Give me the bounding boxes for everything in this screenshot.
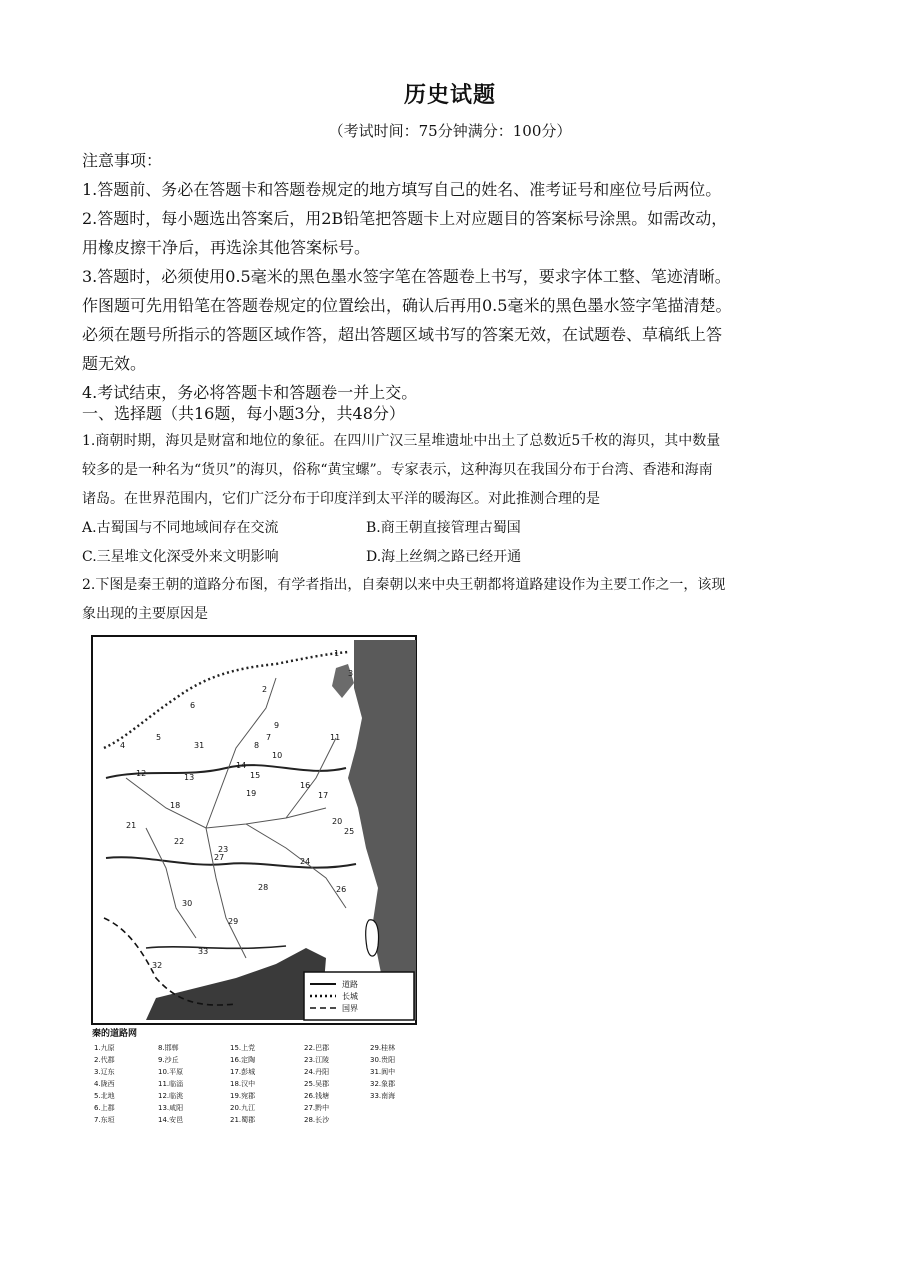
map-place-number: 28 xyxy=(258,883,269,892)
map-place-number: 25 xyxy=(344,827,355,836)
place-table-title: 秦的道路网 xyxy=(92,1029,138,1039)
map-place-number: 8 xyxy=(254,741,260,750)
place-entry: 21.蜀郡 xyxy=(230,1116,256,1124)
legend-wall-label: 长城 xyxy=(342,992,358,1001)
qin-road-map xyxy=(86,628,422,1028)
option-a[interactable]: A.古蜀国与不同地域间存在交流 xyxy=(82,520,279,536)
place-entry: 25.吴郡 xyxy=(304,1080,330,1088)
place-entry: 3.辽东 xyxy=(94,1068,115,1076)
map-place-number: 32 xyxy=(152,961,163,970)
place-entry: 14.安邑 xyxy=(158,1116,184,1124)
place-entry: 2.代郡 xyxy=(94,1056,115,1064)
map-place-number: 31 xyxy=(194,741,205,750)
place-entry: 13.咸阳 xyxy=(158,1104,184,1112)
legend-border-label: 国界 xyxy=(342,1004,358,1013)
place-entry: 16.定陶 xyxy=(230,1056,256,1064)
map-place-number: 12 xyxy=(136,769,147,778)
place-entry: 1.九原 xyxy=(94,1044,115,1052)
map-place-number: 16 xyxy=(300,781,311,790)
map-place-number: 9 xyxy=(274,721,280,730)
notice-line: 题无效。 xyxy=(82,354,147,373)
notice-heading: 注意事项： xyxy=(82,151,163,170)
map-place-number: 14 xyxy=(236,761,247,770)
question-1-stem xyxy=(82,427,822,514)
map-place-number: 6 xyxy=(190,701,196,710)
notice-line: 4.考试结束，务必将答题卡和答题卷一并上交。 xyxy=(82,383,418,402)
map-place-number: 19 xyxy=(246,789,257,798)
place-entry: 8.邯郸 xyxy=(158,1044,179,1052)
option-b[interactable]: B.商王朝直接管理古蜀国 xyxy=(366,520,521,536)
map-place-number: 26 xyxy=(336,885,347,894)
place-entry: 24.丹阳 xyxy=(304,1068,330,1076)
map-place-number: 18 xyxy=(170,801,181,810)
map-place-number: 5 xyxy=(156,733,162,742)
place-entry: 18.汉中 xyxy=(230,1080,256,1088)
map-place-number: 4 xyxy=(120,741,126,750)
qin-road-place-table xyxy=(86,1026,422,1134)
map-place-number: 24 xyxy=(300,857,311,866)
section-heading: 一、选择题（共16题，每小题3分，共48分） xyxy=(82,404,405,423)
question-line: 诸岛。在世界范围内，它们广泛分布于印度洋到太平洋的暖海区。对此推测合理的是 xyxy=(82,491,600,507)
map-place-number: 23 xyxy=(218,845,229,854)
place-entry: 29.桂林 xyxy=(370,1044,396,1052)
question-line: 2.下图是秦王朝的道路分布图，有学者指出，自秦朝以来中央王朝都将道路建设作为主要工作之一，该现 xyxy=(82,577,726,593)
taiwan-island xyxy=(366,920,379,956)
place-entry: 7.东垣 xyxy=(94,1116,115,1124)
place-entry: 4.陇西 xyxy=(94,1080,115,1088)
map-place-number: 21 xyxy=(126,821,137,830)
notice-line: 用橡皮擦干净后，再选涂其他答案标号。 xyxy=(82,238,371,257)
map-place-number: 30 xyxy=(182,899,193,908)
map-place-number: 27 xyxy=(214,853,225,862)
option-c[interactable]: C.三星堆文化深受外来文明影响 xyxy=(82,549,279,565)
notice-line: 2.答题时，每小题选出答案后，用2B铅笔把答题卡上对应题目的答案标号涂黑。如需改动， xyxy=(82,209,728,228)
map-place-number: 29 xyxy=(228,917,239,926)
notice-line: 必须在题号所指示的答题区域作答，超出答题区域书写的答案无效，在试题卷、草稿纸上答 xyxy=(82,325,723,344)
notice-line: 作图题可先用铅笔在答题卷规定的位置绘出，确认后再用0.5毫米的黑色墨水签字笔描清楚。 xyxy=(82,296,732,315)
place-entry: 17.彭城 xyxy=(230,1068,256,1076)
place-entry: 11.临淄 xyxy=(158,1080,184,1088)
map-place-number: 2 xyxy=(262,685,268,694)
notice-line: 3.答题时，必须使用0.5毫米的黑色墨水签字笔在答题卷上书写，要求字体工整、笔迹清晰。 xyxy=(82,267,731,286)
place-entry: 31.阆中 xyxy=(370,1068,396,1076)
place-entry: 27.黔中 xyxy=(304,1104,330,1112)
map-place-number: 1 xyxy=(334,649,340,658)
place-entry: 6.上郡 xyxy=(94,1104,115,1112)
place-entry: 10.平原 xyxy=(158,1068,184,1076)
map-place-number: 3 xyxy=(348,669,354,678)
map-place-number: 15 xyxy=(250,771,261,780)
place-entry: 12.临洮 xyxy=(158,1092,184,1100)
map-place-number: 10 xyxy=(272,751,283,760)
place-entry: 20.九江 xyxy=(230,1104,256,1112)
qin-road-map-figure xyxy=(86,628,422,1134)
page-title: 历史试题 xyxy=(403,82,496,108)
question-line: 象出现的主要原因是 xyxy=(82,606,208,622)
place-entry: 30.贵阳 xyxy=(370,1056,396,1064)
map-place-number: 20 xyxy=(332,817,343,826)
map-place-number: 11 xyxy=(330,733,341,742)
place-entry: 9.沙丘 xyxy=(158,1056,179,1064)
question-line: 1.商朝时期，海贝是财富和地位的象征。在四川广汉三星堆遗址中出土了总数近5千枚的海贝，其中数量 xyxy=(82,433,721,449)
place-entry: 28.长沙 xyxy=(304,1116,330,1124)
place-entry: 26.钱塘 xyxy=(304,1092,330,1100)
place-entry: 32.象郡 xyxy=(370,1080,396,1088)
map-place-number: 7 xyxy=(266,733,272,742)
place-entry: 33.南海 xyxy=(370,1092,396,1100)
place-entry: 22.巴郡 xyxy=(304,1044,330,1052)
place-entry: 5.北地 xyxy=(94,1092,115,1100)
map-place-number: 17 xyxy=(318,791,329,800)
place-entry: 15.上党 xyxy=(230,1044,256,1052)
map-place-number: 33 xyxy=(198,947,209,956)
place-entry: 19.宛郡 xyxy=(230,1092,256,1100)
option-d[interactable]: D.海上丝绸之路已经开通 xyxy=(366,549,522,565)
map-place-number: 22 xyxy=(174,837,185,846)
exam-time-subtitle: （考试时间：75分钟满分：100分） xyxy=(328,122,572,140)
legend-road-label: 道路 xyxy=(342,980,358,989)
map-place-number: 13 xyxy=(184,773,195,782)
question-line: 较多的是一种名为“货贝”的海贝，俗称“黄宝螺”。专家表示，这种海贝在我国分布于台湾、香港和海南 xyxy=(82,462,713,478)
question-2-stem xyxy=(82,571,822,629)
notice-block xyxy=(82,146,842,407)
notice-line: 1.答题前、务必在答题卡和答题卷规定的地方填写自己的姓名、准考证号和座位号后两位。 xyxy=(82,180,722,199)
place-entry: 23.江陵 xyxy=(304,1056,330,1064)
